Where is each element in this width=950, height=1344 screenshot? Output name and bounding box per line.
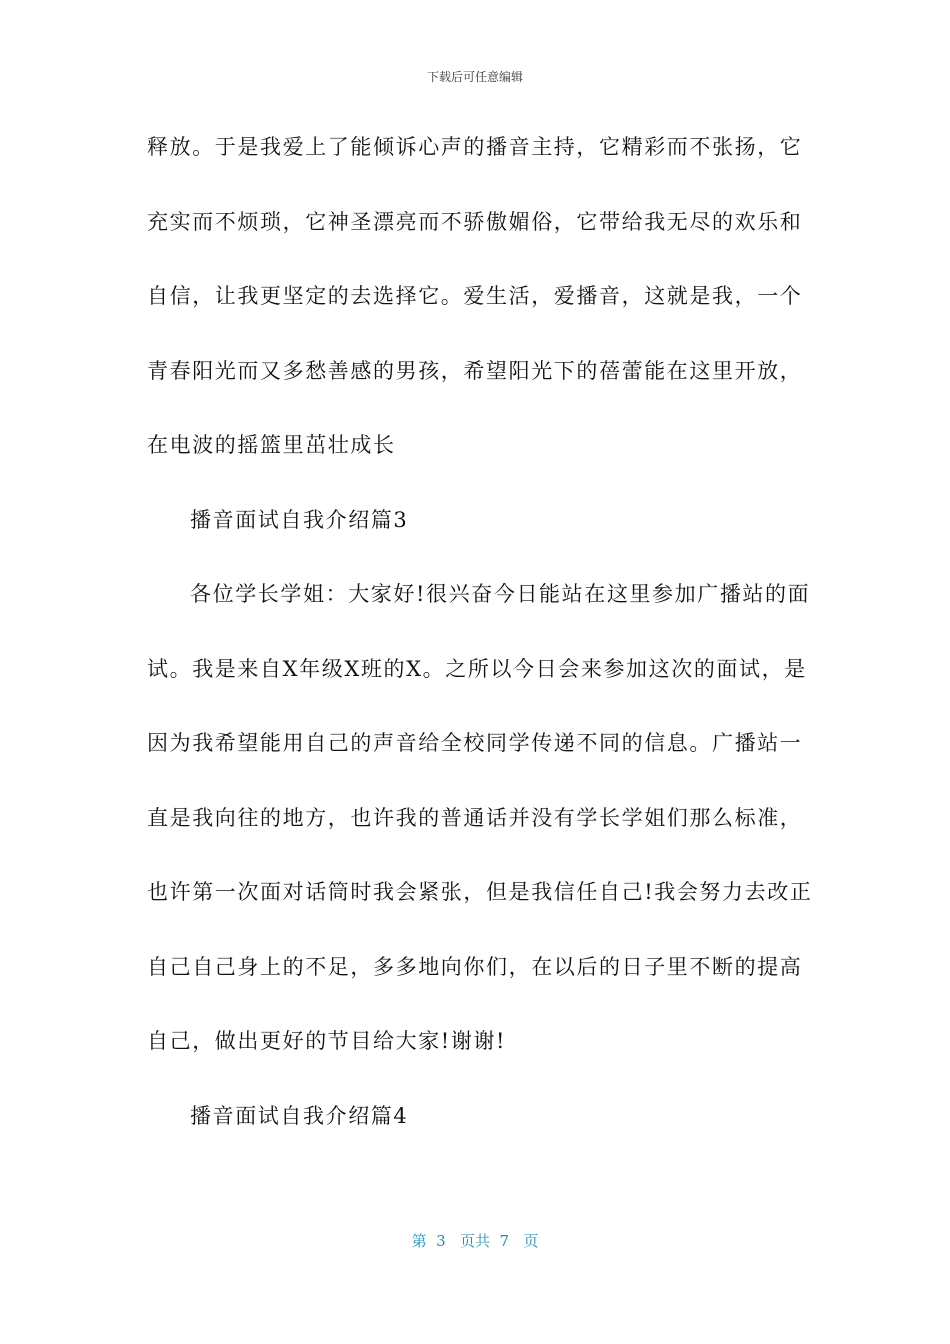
paragraph-line: 在电波的摇篮里茁壮成长 [147,433,396,457]
section-heading: 播音面试自我介绍篇3 [190,507,409,532]
paragraph-line: 释放。于是我爱上了能倾诉心声的播音主持，它精彩而不张扬，它 [147,135,803,159]
paragraph-line: 试。我是来自X年级X班的X。之所以今日会来参加这次的面试，是 [147,656,807,681]
paragraph-line: 自信，让我更坚定的去选择它。爱生活，爱播音，这就是我，一个 [147,284,803,308]
paragraph-line: 直是我向往的地方，也许我的普通话并没有学长学姐们那么标准， [147,805,803,830]
page-number-footer: 第 3 页共 7 页 [411,1232,539,1250]
paragraph-line: 自己自己身上的不足，多多地向你们，在以后的日子里不断的提高 [147,954,803,979]
paragraph-line: 也许第一次面对话筒时我会紧张，但是我信任自己!我会努力去改正 [147,880,813,904]
section-heading: 播音面试自我介绍篇4 [190,1103,409,1128]
paragraph-line: 因为我希望能用自己的声音给全校同学传递不同的信息。广播站一 [147,731,803,755]
document-body [147,127,813,1170]
paragraph-line: 自己，做出更好的节目给大家!谢谢! [147,1029,507,1053]
paragraph-line: 各位学长学姐：大家好!很兴奋今日能站在这里参加广播站的面 [190,582,811,606]
page-header: 下载后可任意编辑 [426,70,523,84]
paragraph-line: 充实而不烦琐，它神圣漂亮而不骄傲媚俗，它带给我无尽的欢乐和 [147,209,803,234]
paragraph-line: 青春阳光而又多愁善感的男孩，希望阳光下的蓓蕾能在这里开放， [147,358,803,383]
